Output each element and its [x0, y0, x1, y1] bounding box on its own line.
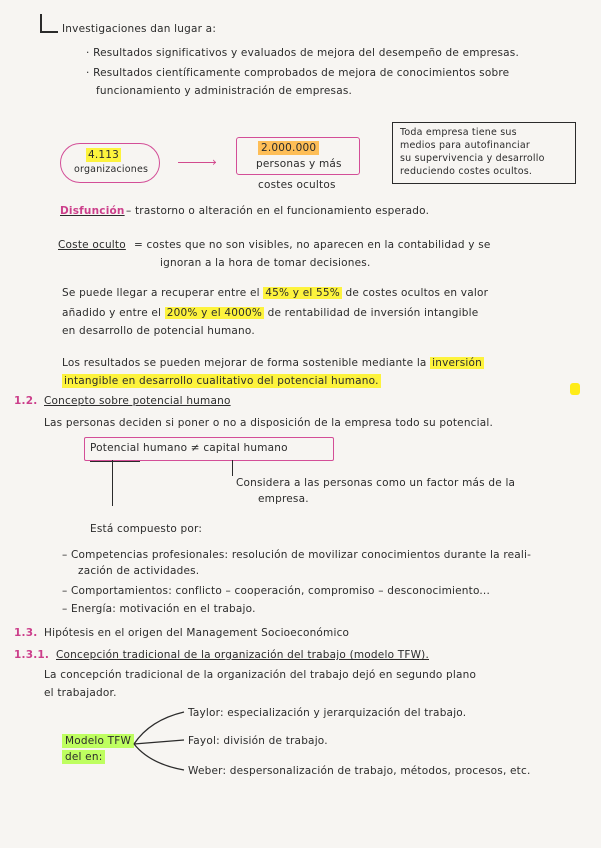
coste-text-1: = costes que no son visibles, no aparecen en la contabilidad y se	[134, 239, 491, 251]
companies-label: organizaciones	[74, 164, 149, 175]
highlight-mark	[570, 383, 580, 395]
branch-middle	[134, 740, 184, 744]
recovery-highlight: inversión	[432, 357, 482, 369]
branch-lower	[134, 744, 184, 770]
component-item-1: – Competencias profesionales: resolución de movilizar conocimientos durante la reali-	[62, 549, 532, 561]
section-1-3-title: Hipótesis en el origen del Management Socioeconómico	[44, 627, 350, 639]
recovery-text: de rentabilidad de inversión intangible	[267, 307, 479, 319]
recovery-line-1	[62, 286, 488, 300]
model-label-2: del en:	[62, 750, 105, 764]
recovery-line-3: en desarrollo de potencial humano.	[62, 325, 255, 337]
arrow-head-icon: ›	[212, 155, 217, 169]
recovery-highlight: 200% y el 4000%	[166, 307, 263, 319]
branch-lines	[130, 706, 190, 776]
note-line-3: su supervivencia y desarrollo	[400, 153, 545, 164]
recovery-text: Se puede llegar a recuperar entre el	[62, 287, 260, 299]
recovery-text: Los resultados se pueden mejorar de forma sostenible mediante la	[62, 357, 427, 369]
capital-def-1: Considera a las personas como un factor más de la	[236, 477, 516, 489]
connector-capital	[232, 460, 233, 476]
costs-label: costes ocultos	[258, 179, 336, 191]
model-label-1: Modelo TFW	[62, 734, 134, 748]
section-1-3-number: 1.3.	[14, 627, 38, 639]
section-1-3-text-2: el trabajador.	[44, 687, 117, 699]
component-item-3: – Energía: motivación en el trabajo.	[62, 603, 256, 615]
coste-text-2: ignoran a la hora de tomar decisiones.	[160, 257, 371, 269]
section-1-2-intro: Las personas deciden si poner o no a disposición de la empresa todo su potencial.	[44, 417, 494, 429]
disfuncion-term: Disfunción	[60, 205, 125, 217]
author-weber: Weber: despersonalización de trabajo, métodos, procesos, etc.	[188, 765, 531, 777]
section-1-3-1-title: Concepción tradicional de la organización del trabajo (modelo TFW).	[56, 649, 430, 661]
section-1-3-text-1: La concepción tradicional de la organización del trabajo dejó en segundo plano	[44, 669, 477, 681]
recovery-highlight: 45% y el 55%	[265, 287, 340, 299]
companies-number: 4.113	[88, 149, 120, 161]
branch-upper	[134, 712, 184, 744]
recovery-line-5: intangible en desarrollo cualitativo del potencial humano.	[64, 375, 379, 387]
connector-vertical	[112, 460, 113, 506]
component-item-2: – Comportamientos: conflicto – cooperación, compromiso – desconocimiento...	[62, 585, 490, 597]
author-taylor: Taylor: especialización y jerarquización del trabajo.	[188, 707, 467, 719]
recovery-text: de costes ocultos en valor	[345, 287, 489, 299]
corner-bracket-foot	[40, 31, 58, 33]
composed-label: Está compuesto por:	[90, 523, 203, 535]
section-1-2-number: 1.2.	[14, 395, 38, 407]
potencial-box-label: Potencial humano ≠ capital humano	[90, 442, 288, 454]
intro-bullet-1: · Resultados significativos y evaluados de mejora del desempeño de empresas.	[86, 47, 520, 59]
recovery-line-2	[62, 306, 478, 320]
arrow-line	[178, 162, 216, 163]
people-number: 2.000.000	[258, 141, 319, 155]
coste-term: Coste oculto	[58, 239, 126, 251]
underline-potencial	[90, 461, 140, 462]
corner-bracket	[40, 14, 42, 32]
capital-def-2: empresa.	[258, 493, 309, 505]
disfuncion-text: – trastorno o alteración en el funcionamiento esperado.	[126, 205, 430, 217]
intro-bullet-2: · Resultados científicamente comprobados de mejora de conocimientos sobre	[86, 67, 510, 79]
recovery-text: añadido y entre el	[62, 307, 162, 319]
note-line-2: medios para autofinanciar	[400, 140, 530, 151]
note-line-1: Toda empresa tiene sus	[400, 127, 517, 138]
recovery-line-4	[62, 356, 484, 370]
author-fayol: Fayol: división de trabajo.	[188, 735, 328, 747]
component-item-1-cont: zación de actividades.	[78, 565, 200, 577]
intro-heading: Investigaciones dan lugar a:	[62, 23, 217, 35]
people-label: personas y más	[256, 158, 342, 170]
intro-bullet-2-cont: funcionamiento y administración de empresas.	[96, 85, 353, 97]
note-line-4: reduciendo costes ocultos.	[400, 166, 533, 177]
section-1-2-title: Concepto sobre potencial humano	[44, 395, 231, 407]
section-1-3-1-number: 1.3.1.	[14, 649, 50, 661]
